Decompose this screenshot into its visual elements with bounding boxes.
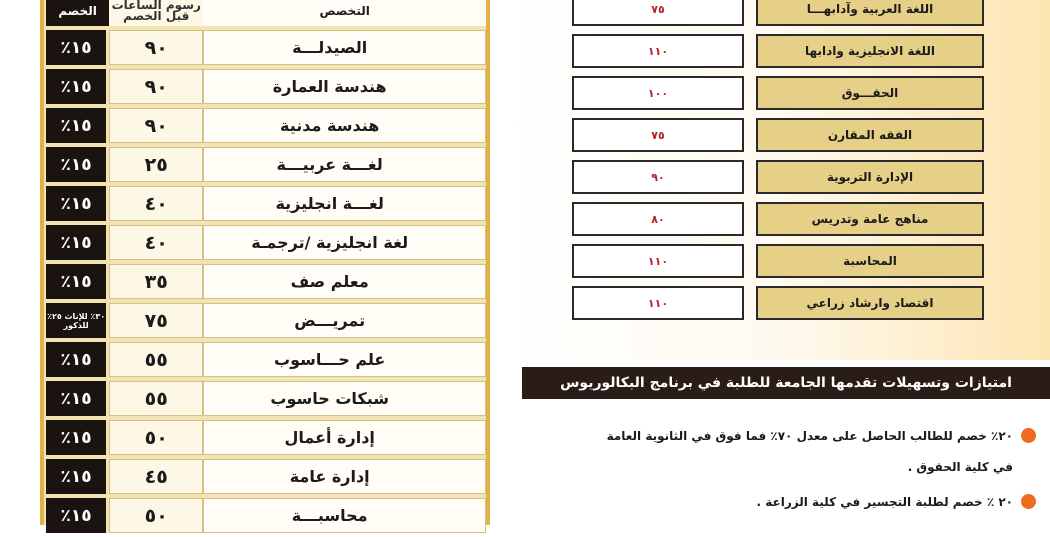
program-row <box>572 0 986 26</box>
discount-cell: ٪١٥ <box>46 420 109 455</box>
hours-fee-cell: ٧٥ <box>109 303 203 338</box>
advantage-text: ٢٠ ٪ خصم لطلبة التجسير في كلية الزراعة . <box>756 494 1013 509</box>
discount-cell: ٪١٥ <box>46 381 109 416</box>
discount-cell: ٪١٥ <box>46 225 109 260</box>
hours-fee-cell: ٥٥ <box>109 381 203 416</box>
specialization-cell: إدارة عامة <box>203 459 486 494</box>
program-fee: ١١٠ <box>572 34 744 68</box>
header-discount: الخصم <box>46 0 109 26</box>
table-row <box>46 342 486 377</box>
program-row <box>572 34 986 68</box>
program-row <box>572 76 986 110</box>
table-row <box>46 108 486 143</box>
program-fee: ١١٠ <box>572 244 744 278</box>
program-name: اللغة العربية وآدابهـــا <box>756 0 984 26</box>
program-fee: ٧٥ <box>572 0 744 26</box>
program-row <box>572 160 986 194</box>
programs-list <box>572 0 986 328</box>
table-row <box>46 69 486 104</box>
table-row <box>46 381 486 416</box>
program-fee: ٨٠ <box>572 202 744 236</box>
table-row <box>46 30 486 65</box>
bullet-icon <box>1021 494 1036 509</box>
advantage-text: ٢٠٪ خصم للطالب الحاصل على معدل ٧٠٪ فما فوق في الثانوية العامة <box>606 428 1013 443</box>
discount-cell: ٪١٥ <box>46 498 109 533</box>
discount-cell: ٪١٥ <box>46 108 109 143</box>
program-name: اللغة الانجليزية وادابها <box>756 34 984 68</box>
hours-fee-cell: ٢٥ <box>109 147 203 182</box>
table-row <box>46 459 486 494</box>
program-fee: ١٠٠ <box>572 76 744 110</box>
program-fee: ٧٥ <box>572 118 744 152</box>
hours-fee-cell: ٣٥ <box>109 264 203 299</box>
hours-fee-cell: ٩٠ <box>109 30 203 65</box>
program-name: الحقـــوق <box>756 76 984 110</box>
fees-table <box>46 0 486 537</box>
table-row <box>46 186 486 221</box>
specialization-cell: لغة انجليزية /ترجمـة <box>203 225 486 260</box>
specialization-cell: الصيدلـــة <box>203 30 486 65</box>
advantages-list <box>500 420 1050 525</box>
specialization-cell: لغـــة انجليزية <box>203 186 486 221</box>
header-specialization: التخصص <box>203 0 486 26</box>
advantage-item <box>757 494 1036 509</box>
specialization-cell: محاسبـــة <box>203 498 486 533</box>
hours-fee-cell: ٥٠ <box>109 498 203 533</box>
hours-fee-cell: ٩٠ <box>109 69 203 104</box>
bullet-icon <box>1021 428 1036 443</box>
program-name: المحاسبة <box>756 244 984 278</box>
hours-fee-cell: ٥٥ <box>109 342 203 377</box>
discount-cell: ٪١٥ <box>46 147 109 182</box>
program-name: اقتصاد وارشاد زراعي <box>756 286 984 320</box>
program-row <box>572 244 986 278</box>
specialization-cell: علم حـــاسوب <box>203 342 486 377</box>
specialization-cell: شبكات حاسوب <box>203 381 486 416</box>
hours-fee-cell: ٤٥ <box>109 459 203 494</box>
specialization-cell: معلم صف <box>203 264 486 299</box>
table-row <box>46 498 486 533</box>
discount-cell: ٪١٥ <box>46 30 109 65</box>
hours-fee-cell: ٥٠ <box>109 420 203 455</box>
table-row <box>46 264 486 299</box>
discount-cell: ٪١٥ <box>46 186 109 221</box>
specialization-cell: لغـــة عربيـــة <box>203 147 486 182</box>
table-row <box>46 147 486 182</box>
table-header-row <box>46 0 486 26</box>
table-row <box>46 420 486 455</box>
program-row <box>572 286 986 320</box>
advantages-title: امتيازات وتسهيلات تقدمها الجامعة للطلبة في برنامج البكالوريوس <box>522 367 1050 399</box>
program-name: الفقه المقارن <box>756 118 984 152</box>
advantage-item <box>607 428 1036 443</box>
discount-cell: ٪١٥ <box>46 342 109 377</box>
table-row <box>46 225 486 260</box>
hours-fee-cell: ٤٠ <box>109 225 203 260</box>
hours-fee-cell: ٩٠ <box>109 108 203 143</box>
specialization-cell: إدارة أعمال <box>203 420 486 455</box>
program-fee: ١١٠ <box>572 286 744 320</box>
hours-fee-cell: ٤٠ <box>109 186 203 221</box>
table-row <box>46 303 486 338</box>
discount-cell: ٪١٥ <box>46 264 109 299</box>
header-hours-fee: رسوم الساعات قبل الخصم <box>109 0 203 26</box>
program-row <box>572 118 986 152</box>
discount-cell: ٪١٥ <box>46 69 109 104</box>
program-name: الإدارة التربوية <box>756 160 984 194</box>
specialization-cell: هندسة مدنية <box>203 108 486 143</box>
specialization-cell: هندسة العمارة <box>203 69 486 104</box>
program-row <box>572 202 986 236</box>
program-name: مناهج عامة وتدريس <box>756 202 984 236</box>
discount-cell: ٣٠٪ للإناث ٢٥٪ للذكور <box>46 303 109 338</box>
advantage-continuation: في كلية الحقوق . <box>907 460 1013 474</box>
program-fee: ٩٠ <box>572 160 744 194</box>
discount-cell: ٪١٥ <box>46 459 109 494</box>
specialization-cell: تمريـــض <box>203 303 486 338</box>
